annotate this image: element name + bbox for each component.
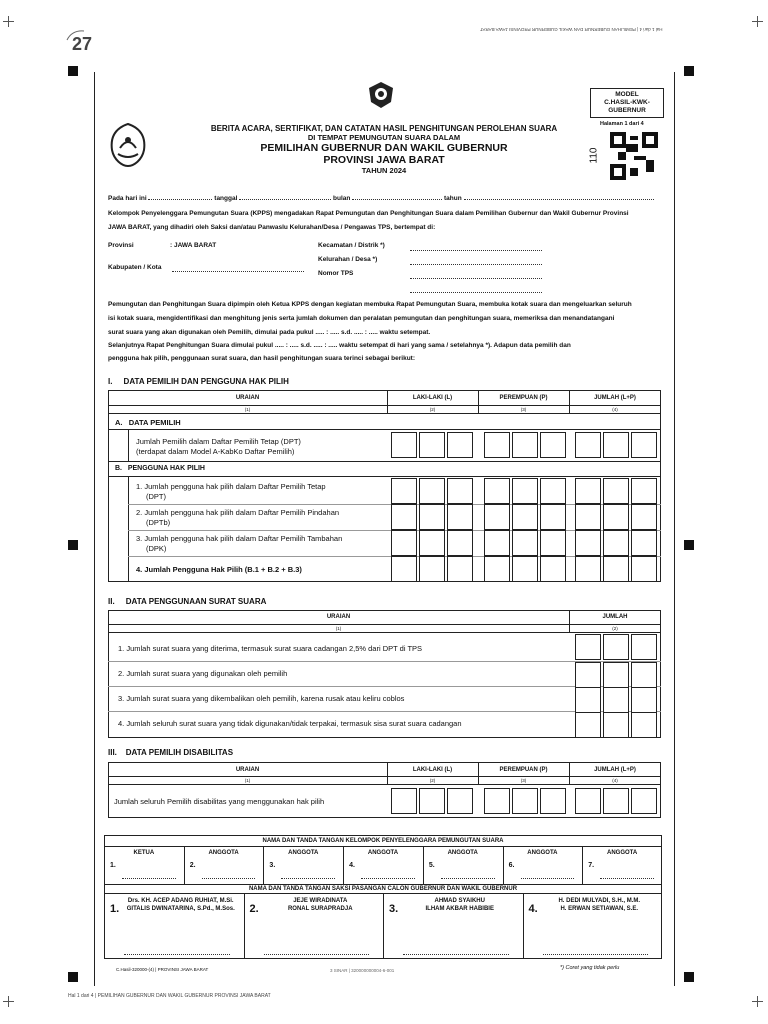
code-110: 110 xyxy=(588,147,600,164)
kpps-num-3: 3. xyxy=(269,862,276,869)
saksi-num-2: 2. xyxy=(249,903,259,915)
registration-mark-br xyxy=(684,972,694,982)
s2-row-4-cell-2[interactable] xyxy=(603,712,629,738)
kpu-logo xyxy=(366,80,396,110)
kpps-num-7: 7. xyxy=(588,862,595,869)
bulan-label: bulan xyxy=(333,195,351,202)
s1-n2: (2) xyxy=(429,407,436,412)
kpps-role-3: ANGGOTA xyxy=(288,850,319,856)
tahun-label: tahun xyxy=(444,195,462,202)
s2-row-3: 3. Jumlah surat suara yang dikembalikan oleh pemilih, karena rusak atau keliru coblos xyxy=(118,694,405,703)
saksi-col-divider-2 xyxy=(383,893,384,959)
para-4: Selanjutnya Rapat Penghitungan Suara dimulai pukul ..... : ..... s.d. ..... : ..... waktu setempat di hari yang sama / setelahnya *). Adapun data pemilih dan xyxy=(108,342,571,349)
kecamatan-field[interactable] xyxy=(410,243,542,251)
sig-hline-1 xyxy=(104,846,662,847)
b1-cell-8[interactable] xyxy=(603,478,629,504)
s1-col-perempuan: PEREMPUAN (P) xyxy=(499,395,548,401)
title-line-3: PEMILIHAN GUBERNUR DAN WAKIL GUBERNUR xyxy=(260,142,508,154)
b1-cell-4[interactable] xyxy=(484,478,510,504)
dpt-cell-9[interactable] xyxy=(631,432,657,458)
svg-text:27: 27 xyxy=(72,34,93,54)
s3-col-jumlah: JUMLAH (L+P) xyxy=(594,767,636,773)
s3-n2: (2) xyxy=(429,778,436,783)
b2-cell-3[interactable] xyxy=(447,504,473,530)
kpps-signature-field-5[interactable] xyxy=(441,874,495,879)
tps-label: Nomor TPS xyxy=(318,270,354,277)
s3-n4: (4) xyxy=(612,778,618,783)
s2-row-4-cell-1[interactable] xyxy=(575,712,601,738)
kpps-num-1: 1. xyxy=(110,862,116,869)
b4-cell-7[interactable] xyxy=(575,556,601,582)
kpps-role-6: ANGGOTA xyxy=(527,850,558,856)
b1-cell-7[interactable] xyxy=(575,478,601,504)
b3-cell-1[interactable] xyxy=(391,530,417,556)
tps-field[interactable] xyxy=(410,271,542,279)
s1-b1-b: (DPT) xyxy=(146,492,166,501)
b2-cell-6[interactable] xyxy=(540,504,566,530)
model-box: MODEL C.HASIL-KWK- GUBERNUR xyxy=(590,88,664,118)
s2-row-1: 1. Jumlah surat suara yang diterima, termasuk surat suara cadangan 2,5% dari DPT di TPS xyxy=(118,644,423,653)
registration-mark-bl xyxy=(68,972,78,982)
disabilitas-cell-4[interactable] xyxy=(484,788,510,814)
s1-n3: (3) xyxy=(520,407,527,412)
s2-hline-1 xyxy=(108,624,661,625)
b1-cell-5[interactable] xyxy=(512,478,538,504)
saksi-signature-field-4[interactable] xyxy=(543,950,649,955)
kpps-role-4: ANGGOTA xyxy=(367,850,399,856)
tanggal-label: tanggal xyxy=(214,195,238,202)
b4-cell-2[interactable] xyxy=(419,556,445,582)
b1-cell-1[interactable] xyxy=(391,478,417,504)
disabilitas-cell-3[interactable] xyxy=(447,788,473,814)
footer-left: C.Hasil-320000-(4) | PROVINSI JAWA BARAT xyxy=(116,967,209,972)
s2-row-2-cell-1[interactable] xyxy=(575,662,601,688)
b4-cell-9[interactable] xyxy=(631,556,657,582)
s1-b1-a: 1. Jumlah pengguna hak pilih dalam Daftar Pemilih Tetap xyxy=(136,482,326,491)
b4-cell-4[interactable] xyxy=(484,556,510,582)
disabilitas-cell-2[interactable] xyxy=(419,788,445,814)
footer-note: *) Coret yang tidak perlu xyxy=(560,965,620,971)
dpt-cell-8[interactable] xyxy=(603,432,629,458)
saksi-candidate-2: JEJE WIRADINATA RONAL SURAPRADJA xyxy=(287,898,353,912)
registration-mark-ml xyxy=(68,540,78,550)
kpps-signature-field-3[interactable] xyxy=(281,874,335,879)
crop-mark-tr xyxy=(752,16,763,27)
s2-row-1-cell-2[interactable] xyxy=(603,634,629,660)
s2-row-2: 2. Jumlah surat suara yang digunakan oleh pemilih xyxy=(118,669,288,678)
s2-col-uraian: URAIAN xyxy=(326,614,351,620)
crop-mark-tl xyxy=(3,16,14,27)
kpps-role-7: ANGGOTA xyxy=(607,850,638,856)
page-number-label: Halaman 1 dari 4 xyxy=(600,121,644,127)
saksi-signature-field-1[interactable] xyxy=(124,950,230,955)
s1-hline-5 xyxy=(108,476,661,477)
title-line-2: DI TEMPAT PEMUNGUTAN SUARA DALAM xyxy=(307,133,461,142)
b1-cell-3[interactable] xyxy=(447,478,473,504)
kpps-num-6: 6. xyxy=(508,862,515,869)
registration-mark-tr xyxy=(684,66,694,76)
s3-hline-1 xyxy=(108,776,661,777)
s1-hline-4 xyxy=(108,461,661,462)
s3-col-laki: LAKI-LAKI (L) xyxy=(412,767,453,773)
saksi-signature-field-3[interactable] xyxy=(403,950,509,955)
section-2-title: II. DATA PENGGUNAAN SURAT SUARA xyxy=(108,597,267,606)
provinsi-value: : JAWA BARAT xyxy=(170,242,217,249)
footer-mid: 3 SINAR | 320000000004-6-001 xyxy=(330,968,395,973)
disabilitas-cell-8[interactable] xyxy=(603,788,629,814)
kpps-role-5: ANGGOTA xyxy=(447,850,478,856)
s2-hline-2 xyxy=(108,632,661,633)
kpps-signature-field-4[interactable] xyxy=(361,874,415,879)
jabar-logo xyxy=(108,122,148,168)
disabilitas-cell-6[interactable] xyxy=(540,788,566,814)
disabilitas-cell-7[interactable] xyxy=(575,788,601,814)
disabilitas-cell-9[interactable] xyxy=(631,788,657,814)
saksi-num-1: 1. xyxy=(110,903,120,915)
b4-cell-8[interactable] xyxy=(603,556,629,582)
section-3-title: III. DATA PEMILIH DISABILITAS xyxy=(108,748,234,757)
b3-cell-3[interactable] xyxy=(447,530,473,556)
s1-b2-b: (DPTb) xyxy=(146,518,171,527)
section-1-title: I. DATA PEMILIH DAN PENGGUNA HAK PILIH xyxy=(108,377,289,386)
provinsi-label: Provinsi xyxy=(108,242,134,249)
b3-cell-6[interactable] xyxy=(540,530,566,556)
para-2: isi kotak suara, mengidentifikasi dan menghitung jenis serta jumlah dokumen dan peralatan pemungutan dan penghitungan suara, memeriksa dan menandatangani xyxy=(108,315,615,322)
tahun-field[interactable] xyxy=(464,199,654,200)
s1-b-title: B. PENGGUNA HAK PILIH xyxy=(115,465,205,472)
b3-cell-4[interactable] xyxy=(484,530,510,556)
b3-cell-9[interactable] xyxy=(631,530,657,556)
para-1: Pemungutan dan Penghitungan Suara dipimpin oleh Ketua KPPS dengan kegiatan membuka Rapat Pemungutan Suara, membuka kotak suara dan mengeluarkan seluruh xyxy=(108,301,632,308)
saksi-candidate-4: H. DEDI MULYADI, S.H., M.M. H. ERWAN SETIAWAN, S.E. xyxy=(558,898,641,912)
registration-mark-tl xyxy=(68,66,78,76)
crop-mark-bl xyxy=(3,996,14,1007)
dpt-cell-2[interactable] xyxy=(419,432,445,458)
hari-field[interactable] xyxy=(148,199,212,200)
kabupaten-label: Kabupaten / Kota xyxy=(108,264,162,271)
b2-cell-7[interactable] xyxy=(575,504,601,530)
b2-cell-8[interactable] xyxy=(603,504,629,530)
disabilitas-cell-5[interactable] xyxy=(512,788,538,814)
s1-col-laki: LAKI-LAKI (L) xyxy=(412,395,453,401)
b2-cell-4[interactable] xyxy=(484,504,510,530)
kpps-signature-title: NAMA DAN TANDA TANGAN KELOMPOK PENYELENGGARA PEMUNGUTAN SUARA xyxy=(262,838,504,844)
kpps-signature-field-6[interactable] xyxy=(521,874,575,879)
title-line-5: TAHUN 2024 xyxy=(361,166,407,175)
b1-cell-2[interactable] xyxy=(419,478,445,504)
page-border-right xyxy=(674,72,675,986)
s1-a-row-2: (terdapat dalam Model A-KabKo Daftar Pemilih) xyxy=(136,447,295,456)
hari-label: Pada hari ini xyxy=(108,195,147,202)
sig-hline-2 xyxy=(104,884,662,885)
dpt-cell-5[interactable] xyxy=(512,432,538,458)
s1-hline-1 xyxy=(108,405,661,406)
kpps-role-2: ANGGOTA xyxy=(208,850,239,856)
saksi-candidate-3: AHMAD SYAIKHU ILHAM AKBAR HABIBIE xyxy=(425,898,494,912)
registration-mark-mr xyxy=(684,540,694,550)
kpps-signature-field-2[interactable] xyxy=(202,874,256,879)
dpt-cell-7[interactable] xyxy=(575,432,601,458)
b3-cell-5[interactable] xyxy=(512,530,538,556)
kelurahan-field[interactable] xyxy=(410,257,542,265)
b2-cell-9[interactable] xyxy=(631,504,657,530)
s2-row-2-cell-3[interactable] xyxy=(631,662,657,688)
s1-col-uraian: URAIAN xyxy=(235,395,260,401)
s1-hline-2 xyxy=(108,413,661,414)
para-5: pengguna hak pilih, penggunaan surat suara, dan hasil penghitungan suara terinci sebagai berikut: xyxy=(108,355,415,362)
s1-n4: (4) xyxy=(612,407,618,412)
top-strip-text: Hal 1 dari 4 | PEMILIHAN GUBERNUR DAN WAKIL GUBERNUR PROVINSI JAWA BARAT xyxy=(480,27,663,32)
kpps-role-1: KETUA xyxy=(133,850,155,856)
page-border-left xyxy=(94,72,95,986)
saksi-num-4: 4. xyxy=(528,903,538,915)
b4-cell-3[interactable] xyxy=(447,556,473,582)
saksi-candidate-1: Drs. KH. ACEP ADANG RUHIAT, M.Si. GITALIS DWINATARINA, S.Pd., M.Sos. xyxy=(126,898,235,912)
s1-b4: 4. Jumlah Pengguna Hak Pilih (B.1 + B.2 + B.3) xyxy=(136,565,302,574)
b2-cell-1[interactable] xyxy=(391,504,417,530)
b1-cell-9[interactable] xyxy=(631,478,657,504)
kecamatan-label: Kecamatan / Distrik *) xyxy=(318,242,385,249)
s3-n3: (3) xyxy=(520,778,527,783)
tps-address-field[interactable] xyxy=(410,285,542,293)
anniversary-logo xyxy=(64,28,98,58)
s3-n1: (1) xyxy=(244,778,251,783)
s2-row-3-cell-1[interactable] xyxy=(575,687,601,713)
s3-col-perempuan: PEREMPUAN (P) xyxy=(499,767,548,773)
b4-cell-6[interactable] xyxy=(540,556,566,582)
document-title xyxy=(150,124,618,175)
kabupaten-field[interactable] xyxy=(172,264,304,272)
b4-cell-5[interactable] xyxy=(512,556,538,582)
kpps-num-4: 4. xyxy=(349,862,355,869)
s1-b3-a: 3. Jumlah pengguna hak pilih dalam Daftar Pemilih Tambahan xyxy=(136,534,343,543)
date-line xyxy=(108,195,663,203)
s2-row-3-cell-2[interactable] xyxy=(603,687,629,713)
s1-a-row-1: Jumlah Pemilih dalam Daftar Pemilih Tetap (DPT) xyxy=(136,437,301,446)
intro-para-1: Kelompok Penyelenggara Pemungutan Suara (KPPS) mengadakan Rapat Pemungutan dan Penghitungan Suara dalam Pemilihan Gubernur dan Wakil Gubernur Provinsi xyxy=(108,210,629,217)
dpt-cell-3[interactable] xyxy=(447,432,473,458)
kelurahan-label: Kelurahan / Desa *) xyxy=(318,256,378,263)
saksi-col-divider-1 xyxy=(244,893,245,959)
s2-n1: (1) xyxy=(335,626,342,631)
s1-n1: (1) xyxy=(244,407,251,412)
footer-bottom: Hal 1 dari 4 | PEMILIHAN GUBERNUR DAN WAKIL GUBERNUR PROVINSI JAWA BARAT xyxy=(68,993,271,999)
saksi-signature-title: NAMA DAN TANDA TANGAN SAKSI PASANGAN CALON GUBERNUR DAN WAKIL GUBERNUR xyxy=(248,886,518,892)
s2-col-jumlah: JUMLAH xyxy=(602,614,628,620)
tanggal-field[interactable] xyxy=(239,199,331,200)
s2-row-4-cell-3[interactable] xyxy=(631,712,657,738)
b3-cell-2[interactable] xyxy=(419,530,445,556)
disabilitas-cell-1[interactable] xyxy=(391,788,417,814)
saksi-col-divider-3 xyxy=(523,893,524,959)
s3-row-1: Jumlah seluruh Pemilih disabilitas yang menggunakan hak pilih xyxy=(114,797,325,806)
b4-cell-1[interactable] xyxy=(391,556,417,582)
kpps-signature-field-7[interactable] xyxy=(600,874,654,879)
s1-b2-a: 2. Jumlah pengguna hak pilih dalam Daftar Pemilih Pindahan xyxy=(136,508,340,517)
s1-col-jumlah: JUMLAH (L+P) xyxy=(594,395,636,401)
s3-col-uraian: URAIAN xyxy=(235,767,260,773)
s1-vline-a xyxy=(128,429,129,461)
s1-b3-b: (DPK) xyxy=(146,544,167,553)
s3-hline-2 xyxy=(108,784,661,785)
para-3: surat suara yang akan digunakan oleh Pemilih, dimulai pada pukul ..... : ..... s.d. ..... : ..... waktu setempat. xyxy=(108,329,431,336)
s1-hline-3 xyxy=(108,429,661,430)
dpt-cell-6[interactable] xyxy=(540,432,566,458)
title-line-4: PROVINSI JAWA BARAT xyxy=(323,154,445,166)
kpps-num-5: 5. xyxy=(428,862,435,869)
b3-cell-7[interactable] xyxy=(575,530,601,556)
s2-row-1-cell-1[interactable] xyxy=(575,634,601,660)
dpt-cell-4[interactable] xyxy=(484,432,510,458)
dpt-cell-1[interactable] xyxy=(391,432,417,458)
kpps-num-2: 2. xyxy=(189,862,196,869)
s2-row-2-cell-2[interactable] xyxy=(603,662,629,688)
intro-para-2: JAWA BARAT, yang dihadiri oleh Saksi dan/atau Panwaslu Kelurahan/Desa / Pengawas TPS, bertempat di: xyxy=(108,224,436,231)
crop-mark-br xyxy=(752,996,763,1007)
s2-row-4: 4. Jumlah seluruh surat suara yang tidak digunakan/tidak terpakai, termasuk sisa surat suara cadangan xyxy=(118,719,462,728)
saksi-signature-field-2[interactable] xyxy=(264,950,370,955)
s1-vline-b xyxy=(128,476,129,582)
s2-n2: (2) xyxy=(612,626,618,631)
bulan-field[interactable] xyxy=(352,199,442,200)
b3-cell-8[interactable] xyxy=(603,530,629,556)
s2-row-1-cell-3[interactable] xyxy=(631,634,657,660)
saksi-num-3: 3. xyxy=(389,903,399,915)
kpps-signature-field-1[interactable] xyxy=(122,874,176,879)
b2-cell-2[interactable] xyxy=(419,504,445,530)
s1-a-title: A. DATA PEMILIH xyxy=(115,418,181,427)
s2-row-3-cell-3[interactable] xyxy=(631,687,657,713)
b2-cell-5[interactable] xyxy=(512,504,538,530)
title-line-1: BERITA ACARA, SERTIFIKAT, DAN CATATAN HASIL PENGHITUNGAN PEROLEHAN SUARA xyxy=(210,124,558,133)
b1-cell-6[interactable] xyxy=(540,478,566,504)
